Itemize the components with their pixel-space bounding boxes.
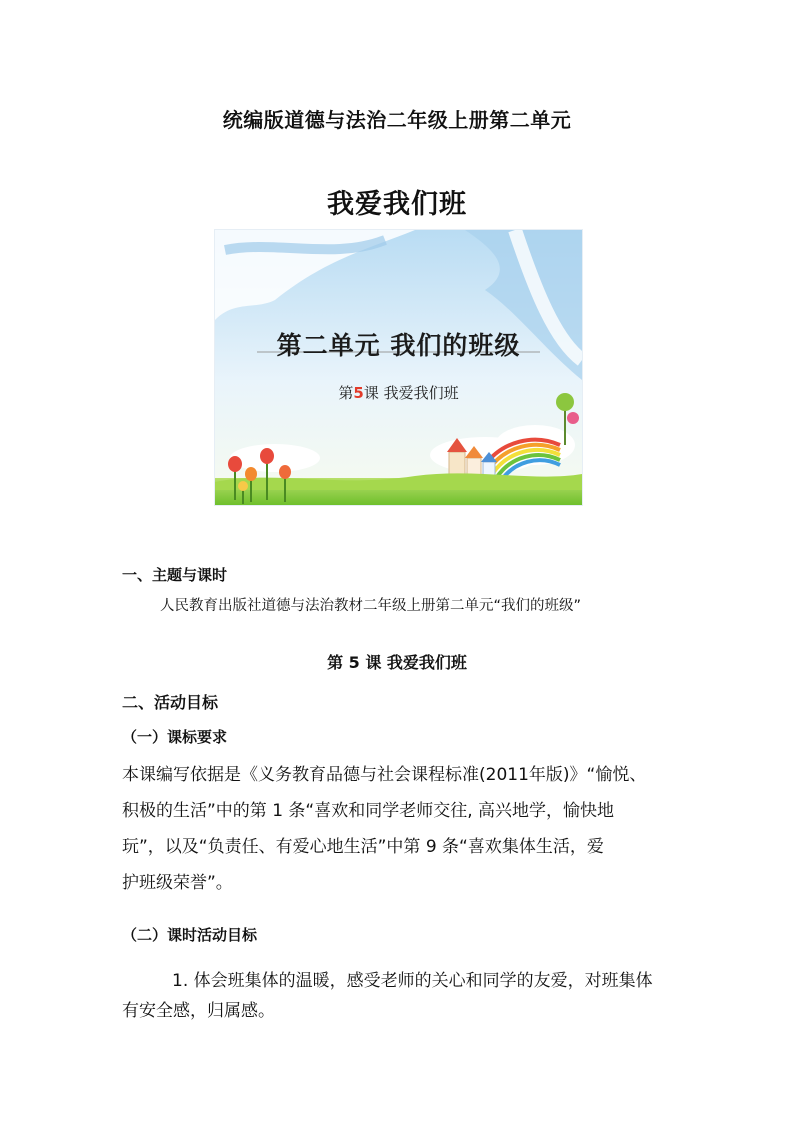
goal-paragraph bbox=[122, 966, 682, 1026]
standards-line: 本课编写依据是《义务教育品德与社会课程标准(2011年版)》“愉悦、 bbox=[122, 765, 647, 785]
subsection-heading-standards: （一）课标要求 bbox=[122, 728, 228, 746]
subsection-heading-lesson-goals: （二）课时活动目标 bbox=[122, 926, 258, 944]
banner-illustration bbox=[215, 230, 582, 505]
standards-line: 积极的生活”中的第 1 条“喜欢和同学老师交往, 高兴地学，愉快地 bbox=[122, 801, 615, 821]
section-theme-text: 人民教育出版社道德与法治教材二年级上册第二单元“我们的班级” bbox=[160, 598, 582, 614]
goal-line: 1. 体会班集体的温暖，感受老师的关心和同学的友爱，对班集体 bbox=[172, 971, 653, 991]
standards-paragraph bbox=[122, 757, 682, 901]
banner-subheading bbox=[215, 382, 582, 403]
banner-lesson-number: 5 bbox=[353, 384, 364, 402]
standards-line: 护班级荣誉”。 bbox=[122, 873, 233, 893]
document-title: 统编版道德与法治二年级上册第二单元 bbox=[222, 108, 572, 132]
banner-heading: 第二单元 我们的班级 bbox=[276, 331, 521, 360]
standards-line: 玩”，以及“负责任、有爱心地生活”中第 9 条“喜欢集体生活，爱 bbox=[122, 837, 604, 857]
banner-sub-prefix: 第 bbox=[338, 384, 354, 402]
lesson-title: 我爱我们班 bbox=[327, 189, 467, 220]
section-heading-goals: 二、活动目标 bbox=[122, 693, 219, 712]
goal-line: 有安全感，归属感。 bbox=[122, 1001, 275, 1021]
lesson-heading: 第 5 课 我爱我们班 bbox=[327, 653, 467, 672]
banner-sub-suffix: 课 我爱我们班 bbox=[363, 384, 459, 402]
lesson-banner-image bbox=[214, 229, 583, 506]
section-heading-theme: 一、主题与课时 bbox=[122, 566, 228, 584]
